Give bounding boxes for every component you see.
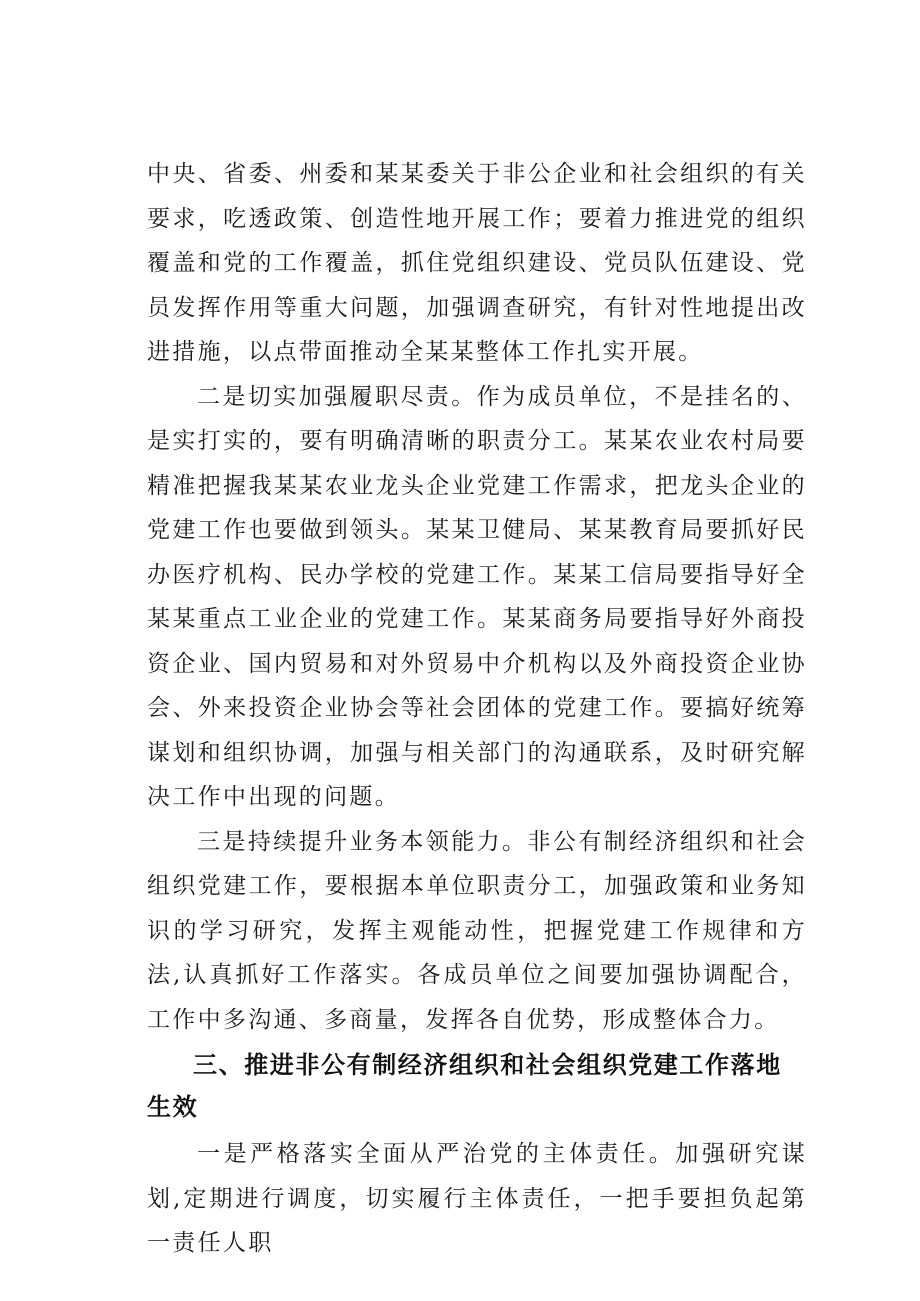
body-paragraph-1: 中央、省委、州委和某某委关于非公企业和社会组织的有关要求，吃透政策、创造性地开展工作；要着力推进党的组织覆盖和党的工作覆盖，抓住党组织建设、党员队伍建设、党员发挥作用等重大问题，加强调查研究，有针对性地提出改进措施，以点带面推动全某某整体工作扎实开展。: [147, 161, 807, 365]
body-paragraph-3: 三是持续提升业务本领能力。非公有制经济组织和社会组织党建工作，要根据本单位职责分工，加强政策和业务知识的学习研究，发挥主观能动性，把握党建工作规律和方法,认真抓好工作落实。各成员单位之间要加强协调配合，工作中多沟通、多商量，发挥各自优势，形成整体合力。: [147, 828, 807, 1033]
body-paragraph-4: 一是严格落实全面从严治党的主体责任。加强研究谋划,定期进行调度，切实履行主体责任，一把手要担负起第一责任人职: [147, 1141, 807, 1256]
document-page: [147, 152, 807, 1266]
section-heading: 三、推进非公有制经济组织和社会组织党建工作落地生效: [147, 1051, 782, 1121]
body-paragraph-2: 二是切实加强履职尽责。作为成员单位，不是挂名的、是实打实的，要有明确清晰的职责分工。某某农业农村局要精准把握我某某农业龙头企业党建工作需求，把龙头企业的党建工作也要做到领头。某某卫健局、某某教育局要抓好民办医疗机构、民办学校的党建工作。某某工信局要指导好全某某重点工业企业的党建工作。某某商务局要指导好外商投资企业、国内贸易和对外贸易中介机构以及外商投资企业协会、外来投资企业协会等社会团体的党建工作。要搞好统筹谋划和组织协调，加强与相关部门的沟通联系，及时研究解决工作中出现的问题。: [147, 383, 807, 810]
